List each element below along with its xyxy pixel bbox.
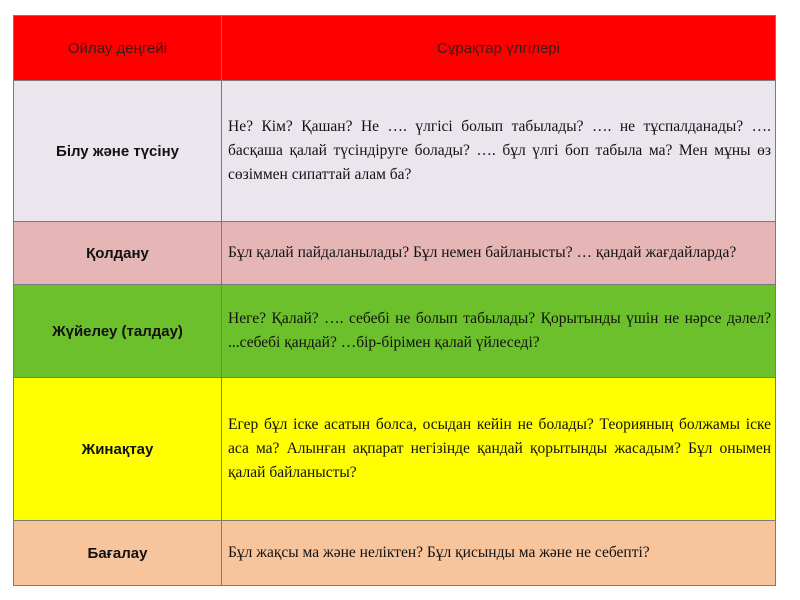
table-row xyxy=(14,222,776,285)
header-level: Ойлау деңгейі xyxy=(14,16,222,81)
questions-cell: Не? Кім? Қашан? Не …. үлгісі болып табылады? …. не тұспалданады? …. басқаша қалай түсіндіруге болады? …. бұл үлгі боп табыла ма? Мен мұны өз сөзіммен сипаттай алам ба? xyxy=(222,81,776,222)
questions-cell: Бұл қалай пайдаланылады? Бұл немен байланысты? … қандай жағдайларда? xyxy=(222,222,776,285)
table-row xyxy=(14,285,776,378)
level-cell: Білу және түсіну xyxy=(14,81,222,222)
thinking-levels-table xyxy=(13,15,776,586)
level-cell: Жүйелеу (талдау) xyxy=(14,285,222,378)
table-row xyxy=(14,378,776,521)
header-questions: Сұрақтар үлгілері xyxy=(222,16,776,81)
level-cell: Қолдану xyxy=(14,222,222,285)
table-header-row xyxy=(14,16,776,81)
questions-cell: Егер бұл іске асатын болса, осыдан кейін не болады? Теорияның болжамы іске аса ма? Алынған ақпарат негізінде қандай қорытынды жасадым? Бұл онымен қалай байланысты? xyxy=(222,378,776,521)
table-row xyxy=(14,521,776,586)
questions-cell: Неге? Қалай? …. себебі не болып табылады? Қорытынды үшін не нәрсе дәлел? ...себебі қандай? …бір-бірімен қалай үйлеседі? xyxy=(222,285,776,378)
table-row xyxy=(14,81,776,222)
level-cell: Бағалау xyxy=(14,521,222,586)
questions-cell: Бұл жақсы ма және неліктен? Бұл қисынды ма және не себепті? xyxy=(222,521,776,586)
level-cell: Жинақтау xyxy=(14,378,222,521)
